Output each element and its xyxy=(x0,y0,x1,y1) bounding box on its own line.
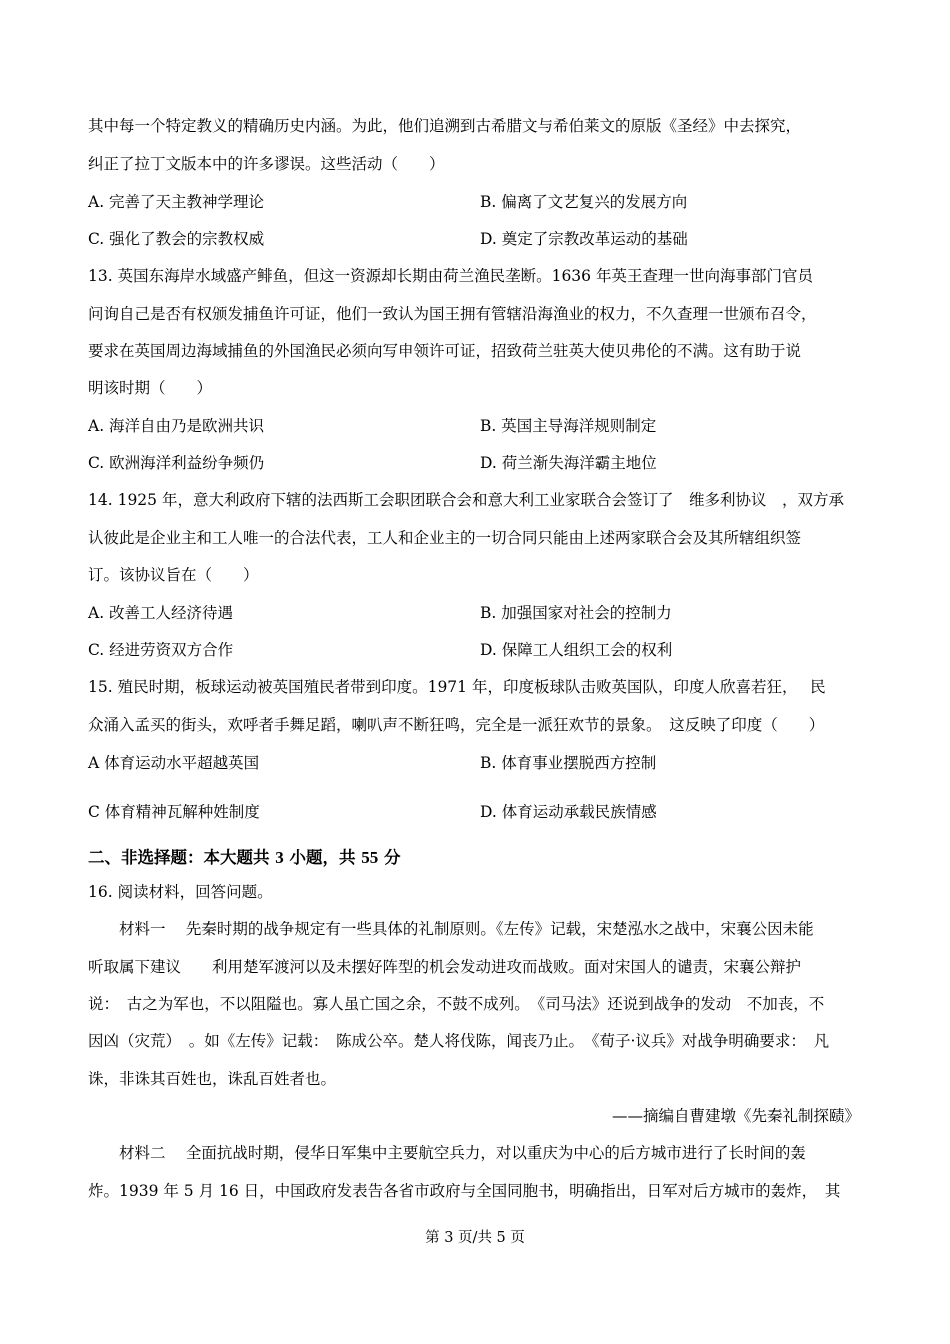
question-14-option-a: A. 改善工人经济待遇 xyxy=(88,604,234,622)
question-14-option-d: D. 保障工人组织工会的权利 xyxy=(480,641,673,659)
question-13-option-d: D. 荷兰渐失海洋霸主地位 xyxy=(480,454,657,472)
question-15-text-line-2: 众涌入孟买的街头，欢呼者手舞足蹈，喇叭声不断狂鸣，完全是一派狂欢节的景象。 这反映了印度（ ） xyxy=(88,716,825,734)
question-15-option-b: B. 体育事业摆脱西方控制 xyxy=(480,754,657,772)
question-13-option-a: A. 海洋自由乃是欧洲共识 xyxy=(88,417,265,435)
material-1-line-4: 因凶（灾荒） 。如《左传》记载： 陈成公卒。楚人将伐陈，闻丧乃止。 《荀子·议兵》对战争明确要求： 凡 xyxy=(88,1032,830,1050)
question-12-text-line-1: 其中每一个特定教义的精确历史内涵。为此，他们追溯到古希腊文与希伯莱文的原版《圣经》中去探究， xyxy=(88,117,802,135)
question-13-text-line-3: 要求在英国周边海域捕鱼的外国渔民必须向写申领许可证，招致荷兰驻英大使贝弗伦的不满。这有助于说 xyxy=(88,342,802,360)
question-13-option-b: B. 英国主导海洋规则制定 xyxy=(480,417,657,435)
section-heading-prefix: 二、非选择题：本大题共 xyxy=(88,848,276,867)
question-15-text-line-1: 15. 殖民时期，板球运动被英国殖民者带到印度。1971 年，印度板球队击败英国队，印度人欣喜若狂， 民 xyxy=(88,678,826,696)
question-13-text-line-1: 13. 英国东海岸水域盛产鲱鱼，但这一资源却长期由荷兰渔民垄断。1636 年英王查理一世向海事部门官员 xyxy=(88,267,813,285)
question-12-option-b: B. 偏离了文艺复兴的发展方向 xyxy=(480,193,688,211)
question-14-text-line-2: 认彼此是企业主和工人唯一的合法代表，工人和企业主的一切合同只能由上述两家联合会及其所辖组织签 xyxy=(88,529,802,547)
question-16-stem: 16. 阅读材料，回答问题。 xyxy=(88,883,273,901)
section-heading-middle: 小题，共 xyxy=(283,848,362,867)
material-2-line-1: 材料二 全面抗战时期，侵华日军集中主要航空兵力，对以重庆为中心的后方城市进行了长时间的轰 xyxy=(88,1144,806,1162)
section-heading-suffix: 分 xyxy=(378,848,401,867)
section-question-count: 3 xyxy=(275,848,284,867)
question-12-option-d: D. 奠定了宗教改革运动的基础 xyxy=(480,230,688,248)
page-number-footer: 第 3 页/共 5 页 xyxy=(425,1230,525,1246)
question-15-option-c: C 体育精神瓦解种姓制度 xyxy=(88,803,260,821)
material-1-line-2: 听取属下建议 利用楚军渡河以及未摆好阵型的机会发动进攻而战败。面对宋国人的谴责，宋襄公辩护 xyxy=(88,958,802,976)
question-13-text-line-4: 明该时期（ ） xyxy=(88,379,213,397)
question-14-text-line-3: 订。该协议旨在（ ） xyxy=(88,566,259,584)
question-12-text-line-2: 纠正了拉丁文版本中的许多谬误。这些活动（ ） xyxy=(88,155,445,173)
question-14-option-c: C. 经进劳资双方合作 xyxy=(88,641,234,659)
material-1-source: ——摘编自曹建墩《先秦礼制探赜》 xyxy=(611,1107,860,1125)
question-14-option-b: B. 加强国家对社会的控制力 xyxy=(480,604,672,622)
material-1-line-1: 材料一 先秦时期的战争规定有一些具体的礼制原则。《左传》记载，宋楚泓水之战中，宋襄公因未能 xyxy=(88,920,814,938)
question-15-option-a: A 体育运动水平超越英国 xyxy=(88,754,260,772)
material-2-line-2: 炸。1939 年 5 月 16 日，中国政府发表告各省市政府与全国同胞书，明确指出，日军对后方城市的轰炸， 其 xyxy=(88,1182,841,1200)
material-1-line-3: 说： 古之为军也，不以阻隘也。寡人虽亡国之余，不鼓不成列。 《司马法》还说到战争的发动 不加丧，不 xyxy=(88,995,825,1013)
question-12-option-c: C. 强化了教会的宗教权威 xyxy=(88,230,265,248)
section-2-heading xyxy=(88,848,401,868)
question-13-option-c: C. 欧洲海洋利益纷争频仍 xyxy=(88,454,265,472)
question-13-text-line-2: 问询自己是否有权颁发捕鱼许可证，他们一致认为国王拥有管辖沿海渔业的权力，不久查理一世颁布召令， xyxy=(88,305,817,323)
question-12-option-a: A. 完善了天主教神学理论 xyxy=(88,193,265,211)
question-15-option-d: D. 体育运动承载民族情感 xyxy=(480,803,657,821)
material-1-line-5: 诛，非诛其百姓也，诛乱百姓者也。 xyxy=(88,1070,337,1088)
section-total-score: 55 xyxy=(361,848,379,867)
question-14-text-line-1: 14. 1925 年，意大利政府下辖的法西斯工会职团联合会和意大利工业家联合会签订了 维多利协议 ，双方承 xyxy=(88,491,844,509)
